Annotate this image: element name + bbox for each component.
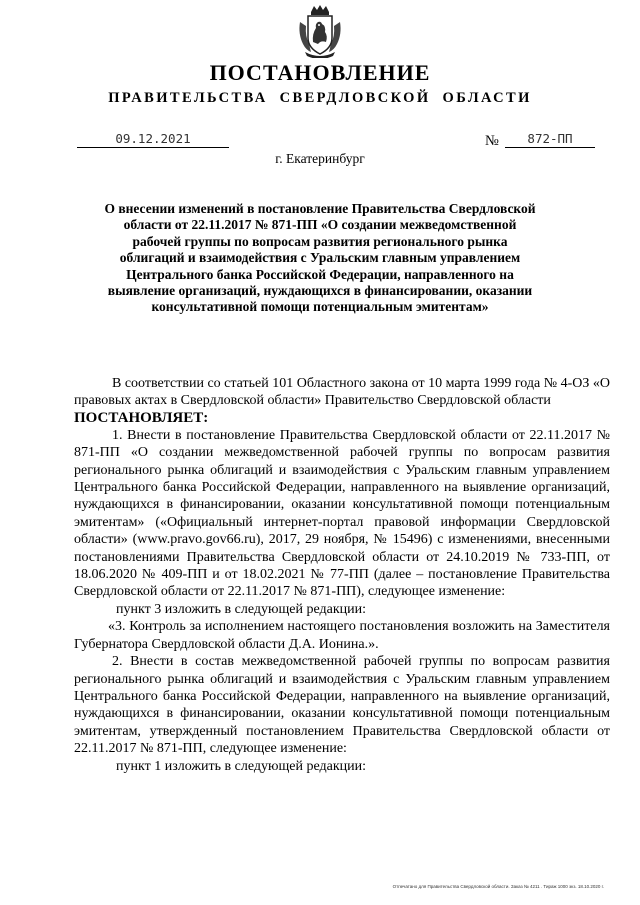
coat-of-arms-icon — [297, 4, 343, 58]
item-1-quote: «3. Контроль за исполнением настоящего постановления возложить на Заместителя Губернатора Свердловской области Д.А. Ионина.». — [74, 619, 610, 652]
city: г. Екатеринбург — [275, 151, 365, 166]
issuer-heading: ПРАВИТЕЛЬСТВА СВЕРДЛОВСКОЙ ОБЛАСТИ — [108, 90, 532, 106]
decree-word: ПОСТАНОВЛЯЕТ: — [74, 409, 209, 426]
item-1: 1. Внести в постановление Правительства Свердловской области от 22.11.2017 № 871-ПП «О создании межведомственной рабочей группы по вопросам развития регионального рынка облигаций и взаимодействия с Уральским главным управлением Центрального банка Российской Федерации, направленного на выявление организаций, нуждающихся в финансировании, оказании консультативной помощи потенциальным эмитентам» («Официальный интернет-портал правовой информации Свердловской области» (www.pravo.gov66.ru), 2017, 29 ноября, № 15496) с изменениями, внесенными постановлениями Правительства Свердловской области от 24.10.2019 № 733-ПП, от 18.06.2020 № 409-ПП и от 18.02.2021 № 77-ПП (далее – постановление Правительства Свердловской области от 22.11.2017 № 871-ПП), следующее изменение: — [74, 427, 610, 600]
item-2: 2. Внести в состав межведомственной рабочей группы по вопросам развития регионального рынка облигаций и взаимодействия с Уральским главным управлением Центрального банка Российской Федерации, направленного на выявление организаций, нуждающихся в финансировании, оказании консультативной помощи потенциальным эмитентам, утвержденный постановлением Правительства Свердловской области от 22.11.2017 № 871-ПП, следующее изменение: — [74, 654, 610, 757]
item-2-subclause: пункт 1 изложить в следующей редакции: — [116, 758, 366, 774]
print-footer: Отпечатано для Правительства Свердловской области. Заказ № 4211 . Тираж 1000 экз. 18.10.2020 г. — [392, 884, 604, 889]
document-date: 09.12.2021 — [77, 131, 229, 148]
document-type-heading: ПОСТАНОВЛЕНИЕ — [209, 60, 431, 85]
number-label: № — [485, 133, 499, 149]
document-body — [74, 375, 610, 775]
item-1-subclause: пункт 3 изложить в следующей редакции: — [116, 601, 366, 617]
preamble: В соответствии со статьей 101 Областного закона от 10 марта 1999 года № 4-ОЗ «О правовых актах в Свердловской области» Правительство Свердловской области — [74, 376, 610, 409]
document-number: 872-ПП — [505, 131, 595, 148]
document-title: О внесении изменений в постановление Правительства Свердловской области от 22.11.2017 № 871-ПП «О создании межведомственной рабочей группы по вопросам развития регионального рынка облигаций и взаимодействия с Уральским главным управлением Центрального банка Российской Федерации, направленного на выявление организаций, нуждающихся в финансировании, оказании консультативной помощи потенциальным эмитентам» — [104, 201, 536, 315]
